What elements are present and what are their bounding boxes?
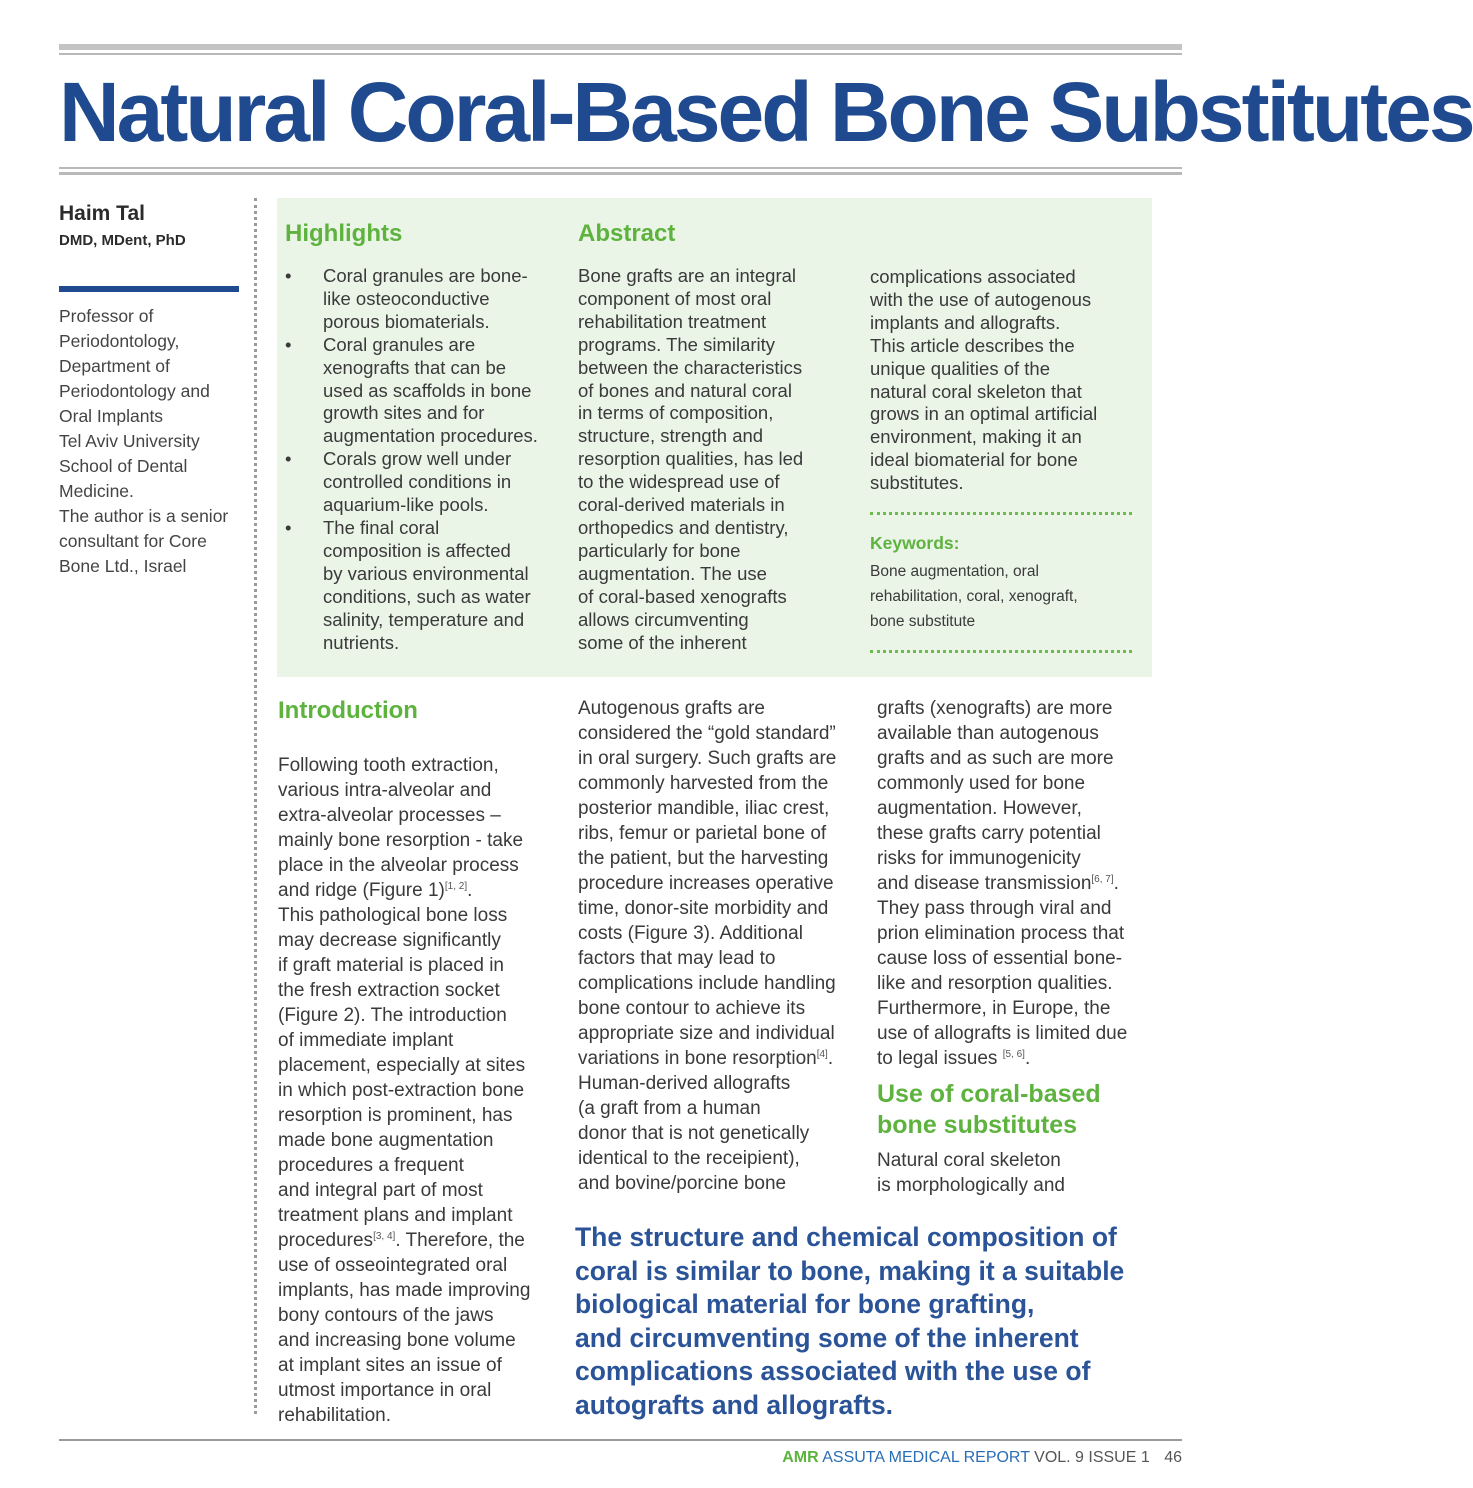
body-line: in which post-extraction bone xyxy=(278,1080,525,1101)
body-line: procedure increases operative xyxy=(578,873,834,894)
highlight-item xyxy=(285,334,563,449)
highlight-item xyxy=(285,265,563,334)
body-line: if graft material is placed in xyxy=(278,955,504,976)
highlight-line: porous biomaterials. xyxy=(323,310,490,332)
body-line: identical to the receipient), xyxy=(578,1148,800,1169)
coral-heading-line: Use of coral-based xyxy=(877,1080,1101,1108)
body-line: Human-derived allografts xyxy=(578,1073,791,1094)
bullet-icon: • xyxy=(285,448,292,470)
pull-quote-line: and circumventing some of the inherent xyxy=(575,1322,1079,1353)
abstract-line: substitutes. xyxy=(870,472,964,494)
abstract-line: with the use of autogenous xyxy=(870,288,1092,310)
body-line: Autogenous grafts are xyxy=(578,698,765,719)
body-line: augmentation. However, xyxy=(877,798,1082,819)
affiliation-line: Oral Implants xyxy=(59,406,164,426)
abstract-line: of bones and natural coral xyxy=(578,379,792,401)
body-line: commonly used for bone xyxy=(877,773,1086,794)
highlights-list xyxy=(285,265,563,654)
body-line: procedures a frequent xyxy=(278,1155,464,1176)
body-line: considered the “gold standard” xyxy=(578,723,836,744)
highlights-heading: Highlights xyxy=(285,220,403,247)
highlight-line: used as scaffolds in bone xyxy=(323,379,532,401)
abstract-line: structure, strength and xyxy=(578,425,764,447)
body-line: mainly bone resorption - take xyxy=(278,830,524,851)
article-title: Natural Coral-Based Bone Substitutes xyxy=(59,65,1473,159)
affiliation-line: Bone Ltd., Israel xyxy=(59,556,187,576)
coral-section-text xyxy=(877,1148,1065,1198)
affiliation-line: School of Dental xyxy=(59,456,188,476)
body-line: posterior mandible, iliac crest, xyxy=(578,798,830,819)
abstract-line: particularly for bone xyxy=(578,539,741,561)
body-line: various intra-alveolar and xyxy=(278,780,492,801)
abstract-line: to the widespread use of xyxy=(578,471,780,493)
keywords-text xyxy=(870,559,1078,634)
pull-quote-line: complications associated with the use of xyxy=(575,1356,1091,1386)
footer-brand: AMR xyxy=(782,1449,819,1466)
body-line: This pathological bone loss xyxy=(278,905,508,926)
pull-quote-line: biological material for bone grafting, xyxy=(575,1289,1035,1319)
body-line: utmost importance in oral xyxy=(278,1380,492,1401)
body-line: prion elimination process that xyxy=(877,923,1125,944)
highlight-line: by various environmental xyxy=(323,562,529,584)
citation-ref: [4] xyxy=(816,1049,828,1060)
abstract-line: unique qualities of the xyxy=(870,357,1050,379)
body-line: time, donor-site morbidity and xyxy=(578,898,829,919)
body-line: extra-alveolar processes – xyxy=(278,805,501,826)
abstract-heading: Abstract xyxy=(578,220,676,247)
body-line: costs (Figure 3). Additional xyxy=(578,923,803,944)
highlight-item xyxy=(285,517,563,654)
pull-quote-line: coral is similar to bone, making it a suitable xyxy=(575,1255,1125,1286)
abstract-line: some of the inherent xyxy=(578,631,747,653)
author-divider xyxy=(59,286,239,292)
body-line: treatment plans and implant xyxy=(278,1205,513,1226)
abstract-column-1 xyxy=(578,265,803,654)
body-line: commonly harvested from the xyxy=(578,773,829,794)
highlight-item xyxy=(285,448,563,517)
top-rule-thick xyxy=(59,44,1182,50)
bullet-icon: • xyxy=(285,265,292,286)
body-line: and ridge (Figure 1)[1, 2]. xyxy=(278,880,473,901)
body-line: the patient, but the harvesting xyxy=(578,848,829,869)
bullet-icon: • xyxy=(285,333,292,355)
body-line: and increasing bone volume xyxy=(278,1330,516,1351)
body-line: factors that may lead to xyxy=(578,948,776,969)
abstract-line: natural coral skeleton that xyxy=(870,380,1082,402)
body-line: Natural coral skeleton xyxy=(877,1150,1061,1171)
body-line: procedures[3, 4]. Therefore, the xyxy=(278,1230,525,1251)
abstract-line: of coral-based xenografts xyxy=(578,585,787,607)
footer-volume: VOL. 9 ISSUE 1 xyxy=(1034,1449,1150,1466)
body-line: at implant sites an issue of xyxy=(278,1355,502,1376)
affiliation-line: Periodontology, xyxy=(59,331,180,351)
body-line: grafts and as such are more xyxy=(877,748,1114,769)
coral-heading-line: bone substitutes xyxy=(877,1111,1078,1139)
body-line: use of osseointegrated oral xyxy=(278,1255,508,1276)
pull-quote-line: The structure and chemical composition of xyxy=(575,1222,1117,1252)
abstract-line: rehabilitation treatment xyxy=(578,310,767,332)
abstract-line: programs. The similarity xyxy=(578,333,776,355)
introduction-column-2 xyxy=(578,696,836,1196)
abstract-line: between the characteristics xyxy=(578,356,803,378)
abstract-line: orthopedics and dentistry, xyxy=(578,516,789,538)
body-line: to legal issues [5, 6]. xyxy=(877,1048,1031,1069)
abstract-line: implants and allografts. xyxy=(870,311,1061,333)
coral-section-heading xyxy=(877,1079,1101,1141)
body-line: placement, especially at sites xyxy=(278,1055,526,1076)
affiliation-line: Department of xyxy=(59,356,170,376)
introduction-heading: Introduction xyxy=(278,697,418,724)
highlight-line: salinity, temperature and xyxy=(323,608,525,630)
highlight-line: growth sites and for xyxy=(323,402,485,424)
sidebar-divider xyxy=(254,198,257,1414)
body-line: grafts (xenografts) are more xyxy=(877,698,1113,719)
body-line: donor that is not genetically xyxy=(578,1123,810,1144)
abstract-line: allows circumventing xyxy=(578,608,749,630)
body-line: rehabilitation. xyxy=(278,1405,392,1426)
highlight-line: nutrients. xyxy=(323,631,400,653)
body-line: and disease transmission[6, 7]. xyxy=(877,873,1119,894)
abstract-line: augmentation. The use xyxy=(578,562,767,584)
footer-publication: ASSUTA MEDICAL REPORT xyxy=(822,1449,1030,1466)
body-line: in oral surgery. Such grafts are xyxy=(578,748,837,769)
highlight-line: Corals grow well under xyxy=(323,448,512,470)
keywords-bottom-divider xyxy=(870,650,1132,653)
body-line: available than autogenous xyxy=(877,723,1099,744)
body-line: and bovine/porcine bone xyxy=(578,1173,787,1194)
body-line: and integral part of most xyxy=(278,1180,483,1201)
citation-ref: [5, 6] xyxy=(1002,1049,1025,1060)
abstract-column-2 xyxy=(870,266,1097,495)
body-line: (a graft from a human xyxy=(578,1098,761,1119)
title-rule-thin xyxy=(59,167,1182,169)
body-line: implants, has made improving xyxy=(278,1280,531,1301)
pull-quote xyxy=(575,1221,1155,1422)
body-line: (Figure 2). The introduction xyxy=(278,1005,507,1026)
body-line: variations in bone resorption[4]. xyxy=(578,1048,834,1069)
footer-rule xyxy=(59,1439,1182,1441)
keywords-line: bone substitute xyxy=(870,613,976,630)
body-line: place in the alveolar process xyxy=(278,855,519,876)
footer-page-number: 46 xyxy=(1164,1449,1182,1466)
highlight-line: Coral granules are bone- xyxy=(323,265,528,286)
introduction-column-1 xyxy=(278,753,530,1428)
author-affiliation xyxy=(59,304,244,579)
abstract-line: coral-derived materials in xyxy=(578,494,785,516)
pull-quote-line: autografts and allografts. xyxy=(575,1389,894,1420)
body-line: complications include handling xyxy=(578,973,836,994)
abstract-line: This article describes the xyxy=(870,334,1075,356)
body-line: risks for immunogenicity xyxy=(877,848,1081,869)
affiliation-line: Tel Aviv University xyxy=(59,431,200,451)
body-line: bone contour to achieve its xyxy=(578,998,806,1019)
abstract-line: in terms of composition, xyxy=(578,402,774,424)
abstract-line: ideal biomaterial for bone xyxy=(870,449,1078,471)
abstract-line: complications associated xyxy=(870,266,1076,287)
keywords-line: rehabilitation, coral, xenograft, xyxy=(870,588,1078,605)
body-line: of immediate implant xyxy=(278,1030,454,1051)
body-line: Following tooth extraction, xyxy=(278,755,499,776)
abstract-line: grows in an optimal artificial xyxy=(870,403,1098,425)
highlight-line: augmentation procedures. xyxy=(323,425,538,447)
body-line: may decrease significantly xyxy=(278,930,501,951)
body-line: these grafts carry potential xyxy=(877,823,1101,844)
affiliation-line: Medicine. xyxy=(59,481,134,501)
abstract-line: Bone grafts are an integral xyxy=(578,265,797,286)
citation-ref: [1, 2] xyxy=(444,881,468,892)
page-footer xyxy=(782,1449,1182,1467)
affiliation-line: Periodontology and xyxy=(59,381,210,401)
abstract-line: component of most oral xyxy=(578,287,772,309)
affiliation-line: Professor of xyxy=(59,306,154,326)
body-line: Furthermore, in Europe, the xyxy=(877,998,1111,1019)
highlight-line: The final coral xyxy=(323,516,440,538)
highlight-line: composition is affected xyxy=(323,539,511,561)
citation-ref: [3, 4] xyxy=(373,1231,396,1242)
title-rule-thick xyxy=(59,172,1182,175)
body-line: resorption is prominent, has xyxy=(278,1105,513,1126)
highlight-line: xenografts that can be xyxy=(323,356,507,378)
highlight-line: like osteoconductive xyxy=(323,287,490,309)
affiliation-line: consultant for Core xyxy=(59,531,207,551)
affiliation-line: The author is a senior xyxy=(59,506,229,526)
body-line: cause loss of essential bone- xyxy=(877,948,1123,969)
author-degrees: DMD, MDent, PhD xyxy=(59,232,186,249)
bullet-icon: • xyxy=(285,516,292,538)
author-block xyxy=(59,202,244,249)
introduction-column-3 xyxy=(877,696,1127,1071)
body-line: ribs, femur or parietal bone of xyxy=(578,823,827,844)
body-line: use of allografts is limited due xyxy=(877,1023,1128,1044)
highlight-line: Coral granules are xyxy=(323,333,476,355)
author-name: Haim Tal xyxy=(59,202,145,225)
highlight-line: conditions, such as water xyxy=(323,585,531,607)
body-line: is morphologically and xyxy=(877,1175,1065,1196)
highlight-line: aquarium-like pools. xyxy=(323,494,489,516)
body-line: the fresh extraction socket xyxy=(278,980,500,1001)
highlight-line: controlled conditions in xyxy=(323,471,512,493)
body-line: made bone augmentation xyxy=(278,1130,494,1151)
body-line: appropriate size and individual xyxy=(578,1023,835,1044)
body-line: They pass through viral and xyxy=(877,898,1112,919)
abstract-line: environment, making it an xyxy=(870,426,1082,448)
body-line: like and resorption qualities. xyxy=(877,973,1113,994)
abstract-line: resorption qualities, has led xyxy=(578,448,804,470)
citation-ref: [6, 7] xyxy=(1091,874,1114,885)
top-rule-thin xyxy=(59,53,1182,55)
keywords-line: Bone augmentation, oral xyxy=(870,563,1039,580)
keywords-heading: Keywords: xyxy=(870,533,960,553)
body-line: bony contours of the jaws xyxy=(278,1305,494,1326)
keywords-top-divider xyxy=(870,512,1132,515)
